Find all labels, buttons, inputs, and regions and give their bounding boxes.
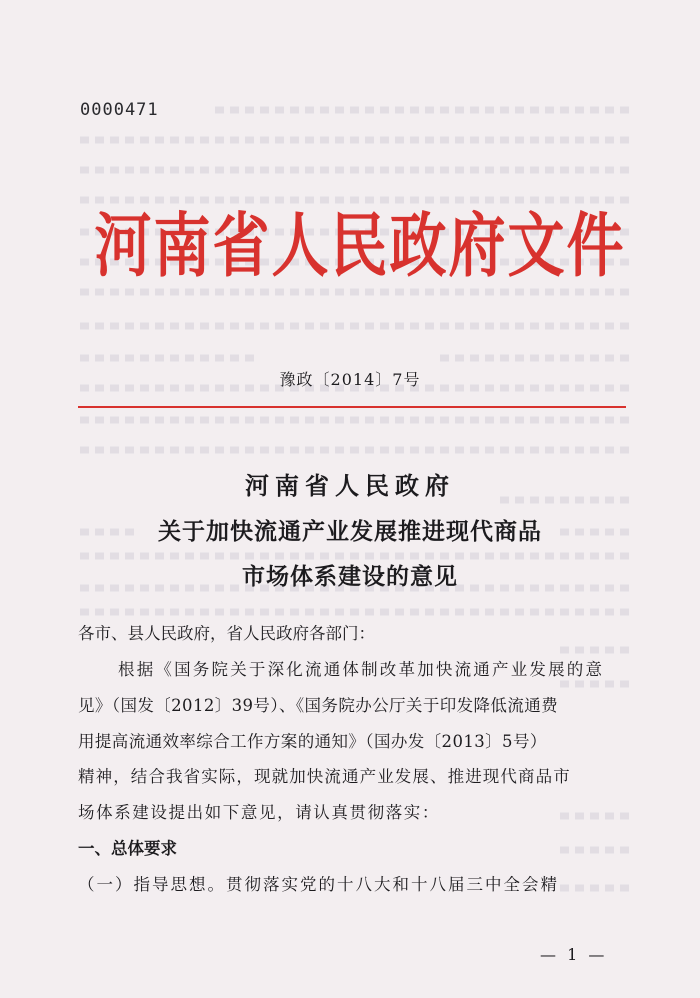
title-issuer: 河南省人民政府 bbox=[245, 472, 455, 500]
section-heading: 一、总体要求 bbox=[78, 839, 177, 858]
title-line-1: 关于加快流通产业发展推进现代商品 bbox=[158, 519, 542, 545]
body-line: 精神，结合我省实际，现就加快流通产业发展、推进现代商品市 bbox=[78, 767, 571, 786]
red-divider-line bbox=[78, 406, 626, 408]
body-line: 见》（国发〔2012〕39号）、《国务院办公厅关于印发降低流通费 bbox=[78, 696, 559, 715]
page-number: — 1 — bbox=[540, 945, 608, 964]
body-line: 场体系建设提出如下意见，请认真贯彻落实： bbox=[78, 803, 440, 822]
subsection-line: （一）指导思想。贯彻落实党的十八大和十八届三中全会精 bbox=[78, 875, 559, 894]
issue-number: 豫政〔2014〕7号 bbox=[279, 370, 421, 389]
title-line-2: 市场体系建设的意见 bbox=[242, 564, 458, 590]
red-header-title: 河南省人民政府文件 bbox=[94, 205, 626, 287]
document-serial-number: 0000471 bbox=[80, 100, 159, 120]
body-line: 根据《国务院关于深化流通体制改革加快流通产业发展的意 bbox=[118, 660, 605, 679]
salutation: 各市、县人民政府，省人民政府各部门： bbox=[78, 624, 375, 643]
body-line: 用提高流通效率综合工作方案的通知》（国办发〔2013〕5号） bbox=[78, 732, 547, 751]
